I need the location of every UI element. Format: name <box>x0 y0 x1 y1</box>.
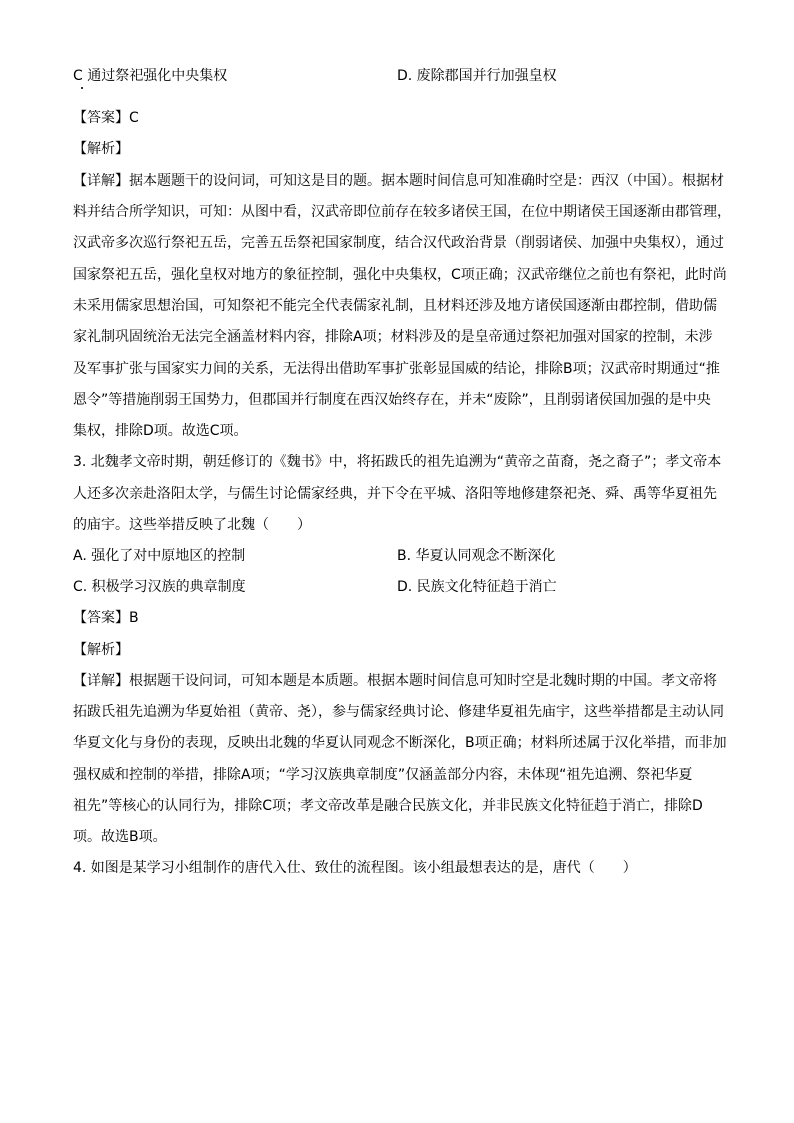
q3-detail-line: 拓跋氏祖先追溯为华夏始祖（黄帝、尧），参与儒家经典讨论、修建华夏祖先庙宇，这些举措都是主动认同 <box>73 704 724 720</box>
q2-detail-line: 国家祭祀五岳，强化皇权对地方的象征控制，强化中央集权，C项正确；汉武帝继位之前也有祭祀，此时尚 <box>73 267 727 283</box>
q3-stem-line: 3. 北魏孝文帝时期，朝廷修订的《魏书》中，将拓跋氏的祖先追溯为“黄帝之苗裔，尧之裔子”；孝文帝本 <box>73 454 722 470</box>
q3-option-c: C. 积极学习汉族的典章制度 <box>73 579 246 595</box>
q3-stem-line: 的庙宇。这些举措反映了北魏（ ） <box>73 517 311 533</box>
q2-detail-line: 汉武帝多次巡行祭祀五岳，完善五岳祭祀国家制度，结合汉代政治背景（削弱诸侯、加强中央集权），通过 <box>73 235 724 251</box>
q3-detail-line: 【详解】根据题干设问词，可知本题是本质题。根据本题时间信息可知时空是北魏时期的中国。孝文帝将 <box>73 673 717 689</box>
q3-option-b: B. 华夏认同观念不断深化 <box>397 548 556 564</box>
q3-option-d: D. 民族文化特征趋于消亡 <box>397 579 557 595</box>
q2-detail-line: 集权，排除D项。故选C项。 <box>73 423 248 439</box>
q2-option-d: D. 废除郡国并行加强皇权 <box>397 68 557 84</box>
q2-answer: 【答案】C <box>73 110 139 126</box>
stray-dot <box>81 87 83 89</box>
q3-option-a: A. 强化了对中原地区的控制 <box>73 548 246 564</box>
q3-detail-line: 华夏文化与身份的表现，反映出北魏的华夏认同观念不断深化，B项正确；材料所述属于汉化举措，而非加 <box>73 735 727 751</box>
q3-detail-line: 强权威和控制的举措，排除A项；“学习汉族典章制度”仅涵盖部分内容，未体现“祖先追溯、祭祀华夏 <box>73 767 693 783</box>
q2-detail-line: 未采用儒家思想治国，可知祭祀不能完全代表儒家礼制，且材料还涉及地方诸侯国逐渐由郡控制，借助儒 <box>73 298 717 314</box>
q3-detail-line: 祖先”等核心的认同行为，排除C项；孝文帝改革是融合民族文化，并非民族文化特征趋于消亡，排除D <box>73 798 703 814</box>
q2-option-c: C 通过祭祀强化中央集权 <box>73 68 228 84</box>
q3-analysis-heading: 【解析】 <box>73 642 129 658</box>
q3-stem-line: 人还多次亲赴洛阳太学，与儒生讨论儒家经典，并下令在平城、洛阳等地修建祭祀尧、舜、禹等华夏祖先 <box>73 486 717 502</box>
q2-detail-line: 恩令”等措施削弱王国势力，但郡国并行制度在西汉始终存在，并未“废除”，且削弱诸侯国加强的是中央 <box>73 392 711 408</box>
q4-stem: 4. 如图是某学习小组制作的唐代入仕、致仕的流程图。该小组最想表达的是，唐代（ ） <box>73 860 637 876</box>
q2-detail-line: 料并结合所学知识，可知：从图中看，汉武帝即位前存在较多诸侯王国，在位中期诸侯王国逐渐由郡管理， <box>73 204 731 220</box>
q2-detail-line: 家礼制巩固统治无法完全涵盖材料内容，排除A项；材料涉及的是皇帝通过祭祀加强对国家的控制，未涉 <box>73 329 713 345</box>
q2-detail-line: 及军事扩张与国家实力间的关系，无法得出借助军事扩张彰显国威的结论，排除B项；汉武帝时期通过“推 <box>73 361 720 377</box>
q2-analysis-heading: 【解析】 <box>73 141 129 157</box>
q3-detail-line: 项。故选B项。 <box>73 829 167 845</box>
q3-answer: 【答案】B <box>73 610 139 626</box>
q2-detail-line: 【详解】据本题题干的设问词，可知这是目的题。据本题时间信息可知准确时空是：西汉（中国）。根据材 <box>73 173 724 189</box>
